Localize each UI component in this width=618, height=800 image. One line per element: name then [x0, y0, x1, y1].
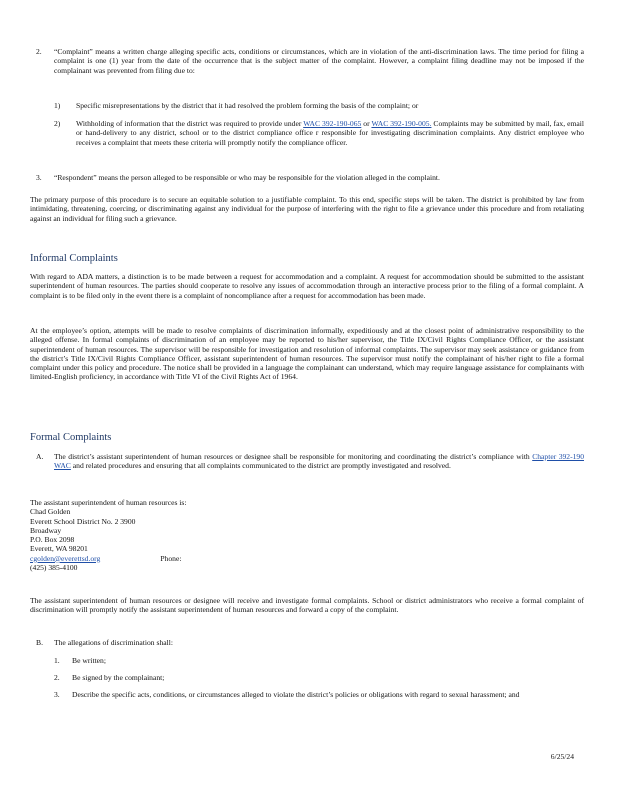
purpose-paragraph: The primary purpose of this procedure is to secure an equitable solution to a justifiable complaint. To this end, specific steps will be taken. The district is prohibited by law from intimidating, threatening, coercing, or discriminating against any individual for the purpose of interfering with the right to file a grievance under this procedure and from retaliating against an individual for filing such a grievance. — [30, 195, 584, 223]
formal-compliance-paragraph — [54, 452, 584, 471]
phone-label: Phone: — [160, 553, 182, 563]
contact-email-row — [30, 554, 350, 563]
text-segment: The district’s assistant superintendent of human resources or designee shall be responsible for monitoring and coordinating the district’s compliance with — [54, 452, 533, 461]
list-number: 2. — [54, 673, 60, 682]
allegation-written: Be written; — [72, 656, 106, 665]
contact-name: Chad Golden — [30, 507, 71, 517]
allegation-signed: Be signed by the complainant; — [72, 673, 165, 682]
contact-email-link[interactable]: cgolden@everettsd.org — [30, 553, 101, 563]
sub-item-misrepresentation: Specific misrepresentations by the district that it had resolved the problem forming the basis of the complaint; or — [76, 101, 419, 110]
footer-date: 6/25/24 — [550, 752, 574, 761]
respondent-definition: “Respondent” means the person alleged to be responsible or who may be responsible for the violation alleged in the complaint. — [54, 173, 440, 182]
text-segment: and related procedures and ensuring that all complaints communicated to the district are promptly investigated and resolved. — [70, 461, 451, 471]
text-segment: Withholding of information that the district was required to provide under — [76, 119, 304, 128]
allegation-describe: Describe the specific acts, conditions, or circumstances alleged to violate the district’s policies or obligations with regard to sexual harassment; and — [72, 690, 520, 699]
sub-item-withholding — [76, 119, 584, 147]
wac-link-005[interactable]: WAC 392-190-005. — [371, 119, 432, 128]
allegations-intro: The allegations of discrimination shall: — [54, 638, 173, 647]
sub-item-number: 1) — [54, 101, 61, 110]
contact-block — [30, 498, 350, 572]
complaint-definition: “Complaint” means a written charge alleging specific acts, conditions or circumstances, which are in violation of the anti-discrimination laws. The time period for filing a complaint is one (1) year from the date of the occurrence that is the subject matter of the complaint. However, a complaint filing deadline may not be imposed if the complainant was prevented from filing due to: — [54, 47, 584, 75]
sub-item-number: 2) — [54, 119, 61, 128]
formal-receive-paragraph: The assistant superintendent of human resources or designee will receive and investigate formal complaints. School or district administrators who receive a formal complaint of discrimination will promptly notify the assistant superintendent of human resources and forward a copy of the complaint. — [30, 596, 584, 615]
contact-org: Everett School District No. 2 3900 — [30, 516, 136, 526]
item-letter: B. — [36, 638, 43, 647]
item-number: 2. — [36, 47, 42, 56]
text-segment: or — [361, 119, 372, 128]
informal-paragraph-ada: With regard to ADA matters, a distinction is to be made between a request for accommodation and a complaint. A request for accommodation should be submitted to the assistant superintendent of human resources. The parties should cooperate to resolve any issues of accommodation through an interactive process prior to the filing of a formal complaint. A complaint is to be filed only in the event there is a complaint of noncompliance after a request for accommodation has been made. — [30, 272, 584, 300]
contact-city: Everett, WA 98201 — [30, 544, 88, 554]
item-number: 3. — [36, 173, 42, 182]
formal-complaints-heading: Formal Complaints — [30, 432, 112, 443]
contact-po-box: P.O. Box 2098 — [30, 535, 75, 545]
wac-chapter-link[interactable]: Chapter 392-190 WAC — [54, 452, 584, 471]
text-segment: Complaints may be submitted by mail, fax, email or hand-delivery to any district, school or to the district compliance office r responsible for investigating discrimination complaints. Any district employee who receives a complaint that meets these criteria will promptly notify the compliance officer. — [76, 119, 584, 147]
list-number: 1. — [54, 656, 60, 665]
contact-street: Broadway — [30, 525, 62, 535]
item-letter: A. — [36, 452, 44, 461]
list-number: 3. — [54, 690, 60, 699]
contact-intro: The assistant superintendent of human resources is: — [30, 498, 187, 507]
contact-phone: (425) 385-4100 — [30, 563, 78, 573]
informal-complaints-heading: Informal Complaints — [30, 253, 118, 264]
wac-link-065[interactable]: WAC 392-190-065 — [303, 119, 362, 128]
informal-paragraph-option: At the employee’s option, attempts will be made to resolve complaints of discrimination informally, expeditiously and at the closest point of administrative responsibility to the alleged offense. In formal complaints of discrimination of an employee may be reported to his/her supervisor, the Title IX/Civil Rights Compliance Officer, or the assistant superintendent of human resources. The supervisor will be responsible for investigation and resolution of informal complaints. The supervisor may seek assistance or guidance from the district’s Title IX/Civil Rights Compliance Officer, assistant superintendent of human resources. The supervisor must notify the complainant of his/her right to file a formal complaint under this policy and procedure. The notice shall be provided in a language the complainant can understand, which may require language assistance for complainants with limited-English proficiency, in accordance with Title VI of the Civil Rights Act of 1964. — [30, 326, 584, 382]
